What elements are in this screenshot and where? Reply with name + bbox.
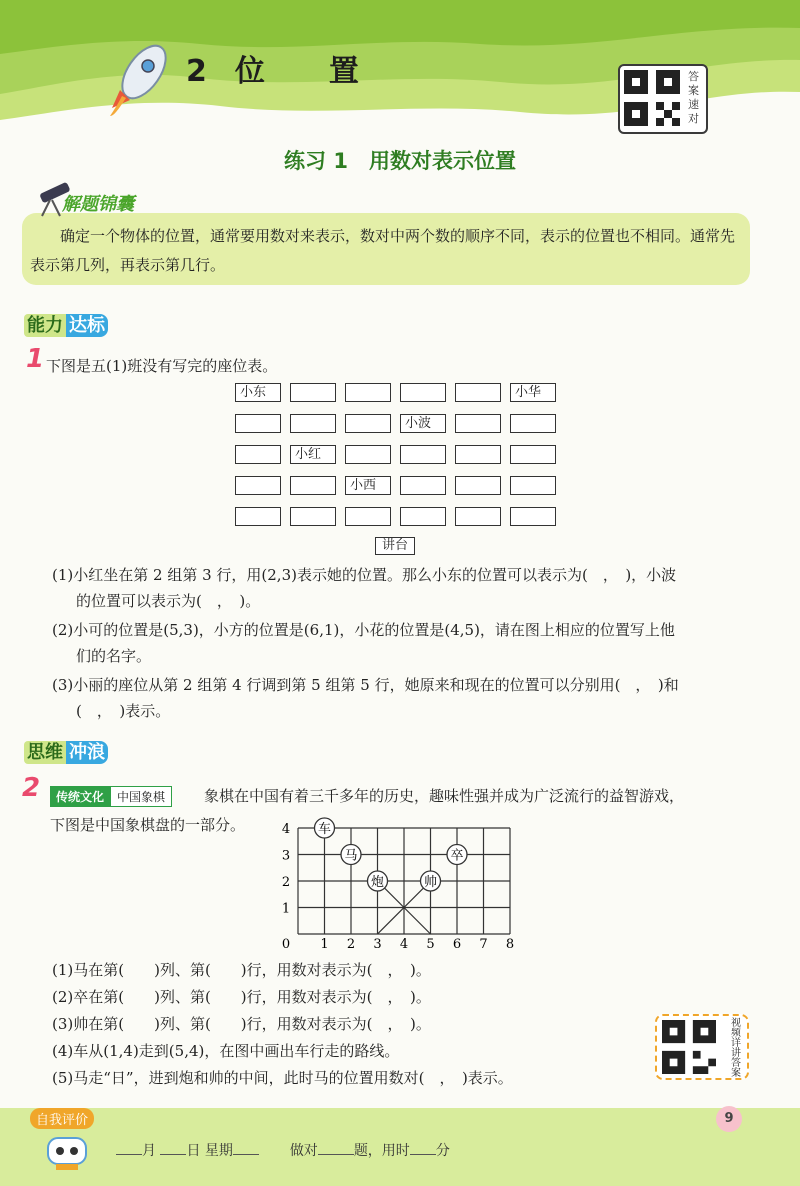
time-label: 题，用时 bbox=[353, 1143, 410, 1159]
x-tick-label: 0 bbox=[281, 937, 291, 950]
tag-traditional-culture: 传统文化 bbox=[50, 786, 110, 807]
seat-cell[interactable] bbox=[235, 445, 281, 464]
x-tick-label: 8 bbox=[505, 937, 515, 950]
chess-board[interactable] bbox=[276, 810, 526, 950]
seat-cell[interactable] bbox=[455, 445, 501, 464]
y-tick-label: 4 bbox=[281, 822, 291, 837]
lesson-title: 练习 1 用数对表示位置 bbox=[284, 149, 516, 173]
y-tick-label: 1 bbox=[281, 901, 291, 917]
month-blank[interactable] bbox=[116, 1154, 142, 1155]
question-number: 1 bbox=[26, 344, 45, 374]
seat-cell[interactable] bbox=[345, 414, 391, 433]
chapter-title bbox=[186, 46, 361, 90]
q1-part2-line2: 们的名字。 bbox=[76, 647, 152, 665]
qr-label: 答案速对 bbox=[688, 70, 699, 125]
seat-cell[interactable] bbox=[510, 507, 556, 526]
section-heading-ability bbox=[24, 311, 108, 337]
q2-stem-line2: 下图是中国象棋盘的一部分。 bbox=[50, 816, 246, 834]
q1-part1-line2: 的位置可以表示为( ， )。 bbox=[76, 592, 261, 610]
seat-cell[interactable] bbox=[345, 383, 391, 402]
seat-cell[interactable] bbox=[510, 476, 556, 495]
seat-cell[interactable] bbox=[455, 383, 501, 402]
qr-code-icon bbox=[624, 70, 680, 126]
q2-stem-line1: 象棋在中国有着三千多年的历史，趣味性强并成为广泛流行的益智游戏， bbox=[204, 787, 685, 805]
q1-part2-line1: (2)小可的位置是(5,3)，小方的位置是(6,1)，小花的位置是(4,5)，请在图上相应的位置写上他 bbox=[52, 621, 675, 639]
seat-cell[interactable] bbox=[510, 445, 556, 464]
qr-code-icon bbox=[662, 1020, 716, 1074]
tip-label: 解题锦囊 bbox=[62, 194, 134, 215]
seat-cell[interactable] bbox=[400, 476, 446, 495]
q1-part3-line2: ( ， )表示。 bbox=[76, 702, 171, 720]
chess-piece-label: 帅 bbox=[423, 875, 438, 890]
question-stem: 下图是五(1)班没有写完的座位表。 bbox=[46, 357, 278, 375]
robot-icon bbox=[42, 1132, 92, 1172]
rocket-icon bbox=[108, 38, 178, 118]
chess-piece-label: 卒 bbox=[450, 848, 464, 864]
x-tick-label: 4 bbox=[399, 937, 409, 950]
day-blank[interactable] bbox=[160, 1154, 186, 1155]
seat-cell: 小西 bbox=[345, 476, 391, 495]
section-heading-part2: 冲浪 bbox=[66, 741, 108, 764]
month-label: 月 bbox=[142, 1143, 156, 1159]
weekday-label: 星期 bbox=[204, 1143, 233, 1159]
section-heading-part1: 思维 bbox=[24, 741, 66, 764]
x-tick-label: 5 bbox=[426, 937, 435, 950]
video-qr-code[interactable] bbox=[655, 1014, 749, 1080]
section-heading-part1: 能力 bbox=[24, 314, 66, 337]
y-tick-label: 3 bbox=[281, 848, 291, 864]
chapter-number: 2 bbox=[186, 54, 209, 89]
seat-cell[interactable] bbox=[400, 507, 446, 526]
chapter-word-1: 位 bbox=[234, 54, 267, 89]
q2-part4: (4)车从(1,4)走到(5,4)，在图中画出车行走的路线。 bbox=[52, 1042, 400, 1060]
seat-cell[interactable] bbox=[235, 476, 281, 495]
q2-part2: (2)卒在第( )列、第( )行，用数对表示为( ， )。 bbox=[52, 988, 431, 1006]
seat-cell[interactable] bbox=[290, 507, 336, 526]
tip-text: 确定一个物体的位置，通常要用数对来表示，数对中两个数的顺序不同，表示的位置也不相同。通常先表示第几列，再表示第几行。 bbox=[30, 227, 736, 274]
seat-cell: 小波 bbox=[400, 414, 446, 433]
seat-cell[interactable] bbox=[510, 414, 556, 433]
footer-record bbox=[116, 1140, 450, 1160]
weekday-blank[interactable] bbox=[233, 1154, 259, 1155]
q1-part1-line1: (1)小红坐在第 2 组第 3 行，用(2,3)表示她的位置。那么小东的位置可以表示为( ， )，小波 bbox=[52, 566, 677, 584]
teacher-podium: 讲台 bbox=[375, 537, 415, 555]
x-tick-label: 6 bbox=[452, 937, 462, 950]
chess-piece-label: 马 bbox=[344, 848, 358, 864]
seat-cell[interactable] bbox=[400, 383, 446, 402]
seat-cell: 小华 bbox=[510, 383, 556, 402]
seat-cell[interactable] bbox=[290, 476, 336, 495]
chess-piece-label: 炮 bbox=[370, 875, 385, 890]
question-number: 2 bbox=[22, 773, 41, 803]
section-heading-part2: 达标 bbox=[66, 314, 108, 337]
day-label: 日 bbox=[186, 1143, 201, 1159]
chapter-word-2: 置 bbox=[328, 54, 361, 89]
chess-piece-label: 车 bbox=[317, 822, 332, 837]
x-tick-label: 3 bbox=[373, 937, 382, 950]
section-heading-thinking bbox=[24, 738, 108, 764]
seat-cell[interactable] bbox=[290, 383, 336, 402]
correct-label: 做对 bbox=[289, 1143, 318, 1159]
q2-part3: (3)帅在第( )列、第( )行，用数对表示为( ， )。 bbox=[52, 1015, 431, 1033]
page-number: 9 bbox=[716, 1106, 742, 1132]
minutes-label: 分 bbox=[435, 1143, 450, 1159]
qr-label: 视频详讲答案 bbox=[731, 1018, 741, 1079]
seat-cell[interactable] bbox=[345, 445, 391, 464]
tag-chinese-chess: 中国象棋 bbox=[110, 786, 172, 807]
seat-cell: 小东 bbox=[235, 383, 281, 402]
seat-cell[interactable] bbox=[455, 476, 501, 495]
x-tick-label: 7 bbox=[479, 937, 488, 950]
answer-qr-code[interactable] bbox=[618, 64, 708, 134]
tag-group bbox=[50, 786, 172, 807]
seat-cell[interactable] bbox=[455, 507, 501, 526]
seat-cell[interactable] bbox=[400, 445, 446, 464]
seat-cell[interactable] bbox=[235, 414, 281, 433]
x-tick-label: 1 bbox=[320, 937, 329, 950]
q2-part5: (5)马走“日”，进到炮和帅的中间，此时马的位置用数对( ， )表示。 bbox=[52, 1069, 513, 1087]
seat-cell[interactable] bbox=[235, 507, 281, 526]
seat-cell[interactable] bbox=[455, 414, 501, 433]
correct-blank[interactable] bbox=[318, 1154, 354, 1155]
time-blank[interactable] bbox=[410, 1154, 436, 1155]
seat-cell[interactable] bbox=[290, 414, 336, 433]
self-evaluation-label: 自我评价 bbox=[30, 1108, 94, 1129]
q2-part1: (1)马在第( )列、第( )行，用数对表示为( ， )。 bbox=[52, 961, 431, 979]
q1-part3-line1: (3)小丽的座位从第 2 组第 4 行调到第 5 组第 5 行，她原来和现在的位置可以分别用( ， )和 bbox=[52, 676, 679, 694]
x-tick-label: 2 bbox=[346, 937, 356, 950]
y-tick-label: 2 bbox=[281, 875, 291, 890]
seat-cell: 小红 bbox=[290, 445, 336, 464]
seat-cell[interactable] bbox=[345, 507, 391, 526]
